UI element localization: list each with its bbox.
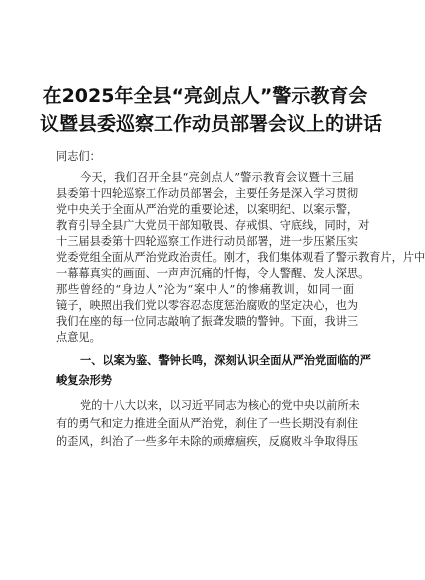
paragraph-line: 教育引导全县广大党员干部知敬畏、存戒惧、守底线，同时，对 bbox=[56, 219, 370, 232]
paragraph-line: 县委第十四轮巡察工作动员部署会，主要任务是深入学习贯彻 bbox=[56, 187, 359, 200]
paragraph-line: 的歪风，纠治了一些多年未除的顽瘴痼疾，反腐败斗争取得压 bbox=[56, 435, 359, 448]
document-title-line-1: 在2025年全县“亮剑点人”警示教育会 bbox=[42, 85, 368, 107]
paragraph-line: 点意见。 bbox=[56, 331, 101, 344]
document-title-line-2: 议暨县委巡察工作动员部署会议上的讲话 bbox=[40, 113, 383, 135]
paragraph-line: 党委党组全面从严治党政治责任。刚才，我们集体观看了警示教育片，片中 bbox=[56, 251, 425, 264]
paragraph-line: 党的十八大以来，以习近平同志为核心的党中央以前所未 bbox=[80, 399, 360, 412]
paragraph-line: 我们在座的每一位同志敲响了振聋发聩的警钟。下面，我讲三 bbox=[56, 315, 359, 328]
section-heading-line: 一、以案为鉴、警钟长鸣，深刻认识全面从严治党面临的严 bbox=[80, 354, 371, 367]
section-heading-line: 峻复杂形势 bbox=[56, 374, 112, 387]
paragraph-line: 那些曾经的“身边人”沦为“案中人”的惨痛教训，如同一面 bbox=[56, 283, 354, 296]
paragraph-line: 一幕幕真实的画面、一声声沉痛的忏悔，令人警醒、发人深思。 bbox=[56, 267, 370, 280]
paragraph-line: 党中央关于全面从严治党的重要论述，以案明纪、以案示警， bbox=[56, 203, 359, 216]
paragraph-line: 镜子，映照出我们党以零容忍态度惩治腐败的坚定决心，也为 bbox=[56, 299, 359, 312]
salutation: 同志们： bbox=[56, 150, 101, 163]
paragraph-line: 有的勇气和定力推进全面从严治党，刹住了一些长期没有刹住 bbox=[56, 417, 359, 430]
paragraph-line: 十三届县委第十四轮巡察工作进行动员部署，进一步压紧压实 bbox=[56, 235, 359, 248]
paragraph-line: 今天，我们召开全县“亮剑点人”警示教育会议暨十三届 bbox=[80, 171, 354, 184]
